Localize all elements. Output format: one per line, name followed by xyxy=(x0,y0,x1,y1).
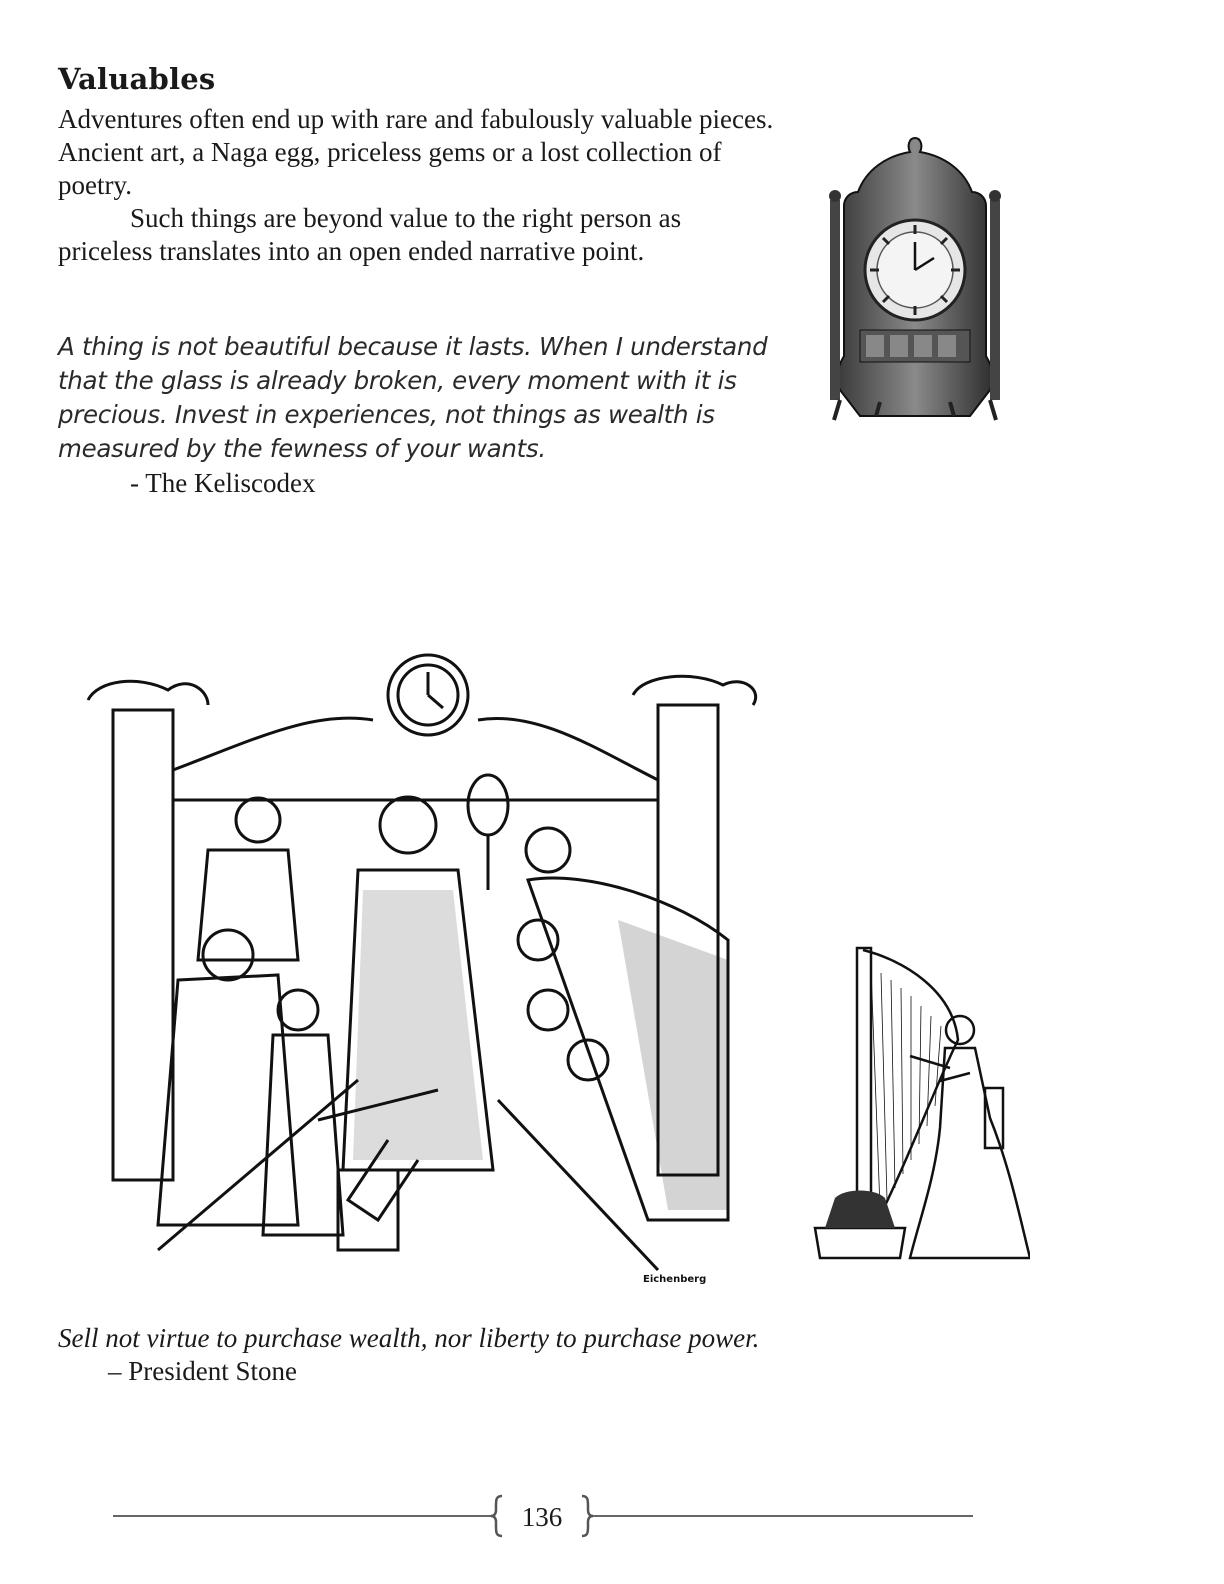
right-brace xyxy=(580,1494,594,1538)
cartoon-illustration xyxy=(58,650,788,1290)
paragraph-2: Such things are beyond value to the right person as priceless translates into an open ended narrative point. xyxy=(58,203,682,266)
page-number: 136 xyxy=(521,1502,563,1532)
harpist-illustration xyxy=(805,938,1030,1263)
illustration-signature: Eichenberg xyxy=(643,1274,707,1285)
section-title: Valuables xyxy=(58,62,216,96)
paragraph-1: Adventures often end up with rare and fabulously valuable pieces. Ancient art, a Naga egg, priceless gems or a lost collection of poetry. xyxy=(58,104,774,200)
stone-attribution: – President Stone xyxy=(108,1356,297,1386)
footer-rule-left xyxy=(113,1515,493,1517)
keliscodex-quote: A thing is not beautiful because it lasts. When I understand that the glass is already broken, every moment with it is precious. Invest in experiences, not things as wealth is measured by the fewness of your wants. xyxy=(58,332,768,463)
body-text xyxy=(58,103,778,268)
footer-rule-right xyxy=(592,1515,973,1517)
ornate-clock-illustration xyxy=(820,130,1010,422)
stone-quote: Sell not virtue to purchase wealth, nor liberty to purchase power. xyxy=(58,1323,760,1353)
keliscodex-attribution: - The Keliscodex xyxy=(130,468,316,498)
